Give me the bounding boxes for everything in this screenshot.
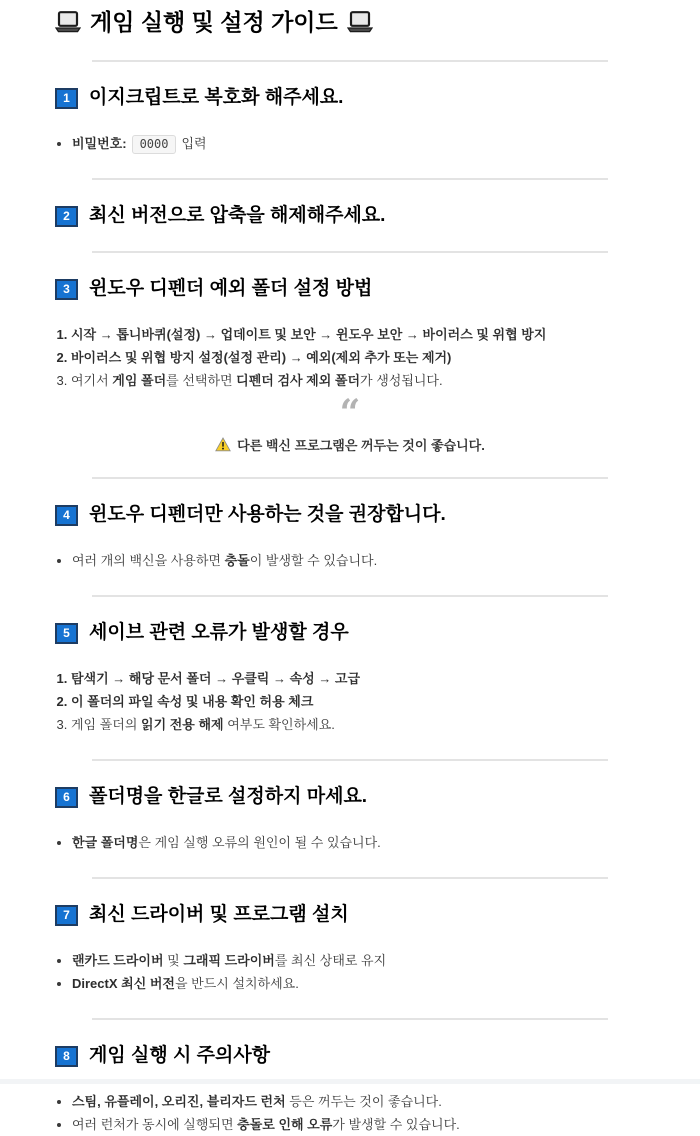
section-5-heading-text: 세이브 관련 오류가 발생할 경우 bbox=[89, 622, 349, 643]
section-divider bbox=[92, 251, 608, 253]
section-8 bbox=[0, 1044, 700, 1136]
bullet-text: 은 게임 실행 오류의 원인이 될 수 있습니다. bbox=[138, 835, 381, 850]
section-number-badge: 4 bbox=[55, 505, 78, 526]
step-text-bold: 게임 폴더 bbox=[112, 373, 167, 388]
warning-note bbox=[0, 435, 700, 454]
bullet-text: 을 반드시 설치하세요. bbox=[174, 976, 299, 991]
bullet-text: 를 최신 상태로 유지 bbox=[274, 953, 387, 968]
section-8-heading bbox=[55, 1044, 700, 1068]
list-item: 1. 시작 → 톱니바퀴(설정) → 업데이트 및 보안 → 윈도우 보안 → 바이러스 및 위협 방지 bbox=[71, 323, 700, 346]
bullet-list bbox=[55, 132, 700, 155]
page-title-text: 게임 실행 및 설정 가이드 bbox=[90, 9, 338, 35]
numbered-step-list bbox=[55, 667, 700, 736]
numbered-step-list bbox=[55, 323, 700, 392]
section-6-heading bbox=[55, 785, 700, 809]
section-7-heading-text: 최신 드라이버 및 프로그램 설치 bbox=[89, 904, 349, 925]
section-4 bbox=[0, 503, 700, 572]
section-4-heading-text: 윈도우 디펜더만 사용하는 것을 권장합니다. bbox=[89, 504, 446, 525]
list-item bbox=[72, 949, 700, 972]
list-item bbox=[72, 549, 700, 572]
section-3-heading-text: 윈도우 디펜더 예외 폴더 설정 방법 bbox=[89, 278, 373, 299]
step-text: 를 선택하면 bbox=[166, 373, 237, 388]
step-text: 여부도 확인하세요. bbox=[223, 717, 335, 732]
laptop-icon bbox=[347, 11, 373, 33]
password-code: 0000 bbox=[132, 135, 177, 154]
bullet-text: 등은 꺼두는 것이 좋습니다. bbox=[285, 1094, 442, 1109]
section-6 bbox=[0, 785, 700, 854]
step-text: 여기서 bbox=[71, 373, 113, 388]
list-item bbox=[71, 369, 700, 392]
bullet-text: 여러 개의 백신을 사용하면 bbox=[72, 553, 225, 568]
bullet-list bbox=[55, 1090, 700, 1136]
section-5-heading bbox=[55, 621, 700, 645]
section-divider bbox=[92, 477, 608, 479]
section-2 bbox=[0, 204, 700, 228]
list-item bbox=[72, 831, 700, 854]
step-text-bold: 디펜더 검사 제외 폴더 bbox=[236, 373, 361, 388]
bullet-text: 여러 런처가 동시에 실행되면 bbox=[72, 1117, 238, 1132]
bullet-text: 및 bbox=[163, 953, 184, 968]
bullet-list bbox=[55, 949, 700, 995]
section-7 bbox=[0, 903, 700, 995]
step-text-bold: 읽기 전용 해제 bbox=[141, 717, 224, 732]
section-divider bbox=[92, 759, 608, 761]
list-item: 2. 이 폴더의 파일 속성 및 내용 확인 허용 체크 bbox=[71, 690, 700, 713]
section-number-badge: 8 bbox=[55, 1046, 78, 1067]
section-7-heading bbox=[55, 903, 700, 927]
section-divider bbox=[92, 877, 608, 879]
section-5 bbox=[0, 621, 700, 736]
section-3 bbox=[0, 277, 700, 454]
step-text: 게임 폴더의 bbox=[71, 717, 142, 732]
section-number-badge: 3 bbox=[55, 279, 78, 300]
section-divider bbox=[92, 178, 608, 180]
list-item bbox=[72, 1090, 700, 1113]
bullet-text-bold: 그래픽 드라이버 bbox=[183, 953, 275, 968]
section-4-heading bbox=[55, 503, 700, 527]
section-3-heading bbox=[55, 277, 700, 301]
step-text: 가 생성됩니다. bbox=[360, 373, 443, 388]
section-2-heading bbox=[55, 204, 700, 228]
list-item bbox=[71, 713, 700, 736]
bullet-list bbox=[55, 831, 700, 854]
section-divider bbox=[92, 595, 608, 597]
section-1 bbox=[0, 86, 700, 155]
section-number-badge: 7 bbox=[55, 905, 78, 926]
section-number-badge: 1 bbox=[55, 88, 78, 109]
page-title bbox=[55, 7, 700, 37]
section-number-badge: 5 bbox=[55, 623, 78, 644]
list-item bbox=[72, 972, 700, 995]
section-2-heading-text: 최신 버전으로 압축을 해제해주세요. bbox=[89, 205, 386, 226]
laptop-icon bbox=[55, 11, 81, 33]
section-divider bbox=[92, 60, 608, 62]
bullet-text-bold: 한글 폴더명 bbox=[72, 835, 139, 850]
list-item bbox=[72, 132, 700, 155]
warning-icon bbox=[215, 437, 231, 452]
list-item bbox=[72, 1113, 700, 1136]
quote-icon: “ bbox=[339, 392, 361, 434]
section-1-heading-text: 이지크립트로 복호화 해주세요. bbox=[89, 87, 344, 108]
section-number-badge: 2 bbox=[55, 206, 78, 227]
bullet-list bbox=[55, 549, 700, 572]
bullet-text-bold: DirectX 최신 버전 bbox=[72, 976, 175, 991]
section-6-heading-text: 폴더명을 한글로 설정하지 마세요. bbox=[89, 786, 368, 807]
password-suffix: 입력 bbox=[181, 136, 207, 151]
warning-text: 다른 백신 프로그램은 꺼두는 것이 좋습니다. bbox=[237, 438, 485, 453]
section-number-badge: 6 bbox=[55, 787, 78, 808]
bullet-text-bold: 충돌로 인해 오류 bbox=[237, 1117, 333, 1132]
section-8-heading-text: 게임 실행 시 주의사항 bbox=[89, 1045, 271, 1066]
password-label: 비밀번호: bbox=[72, 136, 127, 151]
bullet-text-bold: 랜카드 드라이버 bbox=[72, 953, 164, 968]
bullet-text-bold: 스팀, 유플레이, 오리진, 블리자드 런처 bbox=[72, 1094, 286, 1109]
note-blockquote bbox=[0, 392, 700, 454]
section-divider bbox=[92, 1018, 608, 1020]
bullet-text-bold: 충돌 bbox=[224, 553, 250, 568]
viewport-edge-strip bbox=[0, 1079, 700, 1084]
bullet-text: 이 발생할 수 있습니다. bbox=[249, 553, 378, 568]
section-1-heading bbox=[55, 86, 700, 110]
bullet-text: 가 발생할 수 있습니다. bbox=[332, 1117, 460, 1132]
list-item: 2. 바이러스 및 위협 방지 설정(설정 관리) → 예외(제외 추가 또는 제거) bbox=[71, 346, 700, 369]
list-item: 1. 탐색기 → 해당 문서 폴더 → 우클릭 → 속성 → 고급 bbox=[71, 667, 700, 690]
